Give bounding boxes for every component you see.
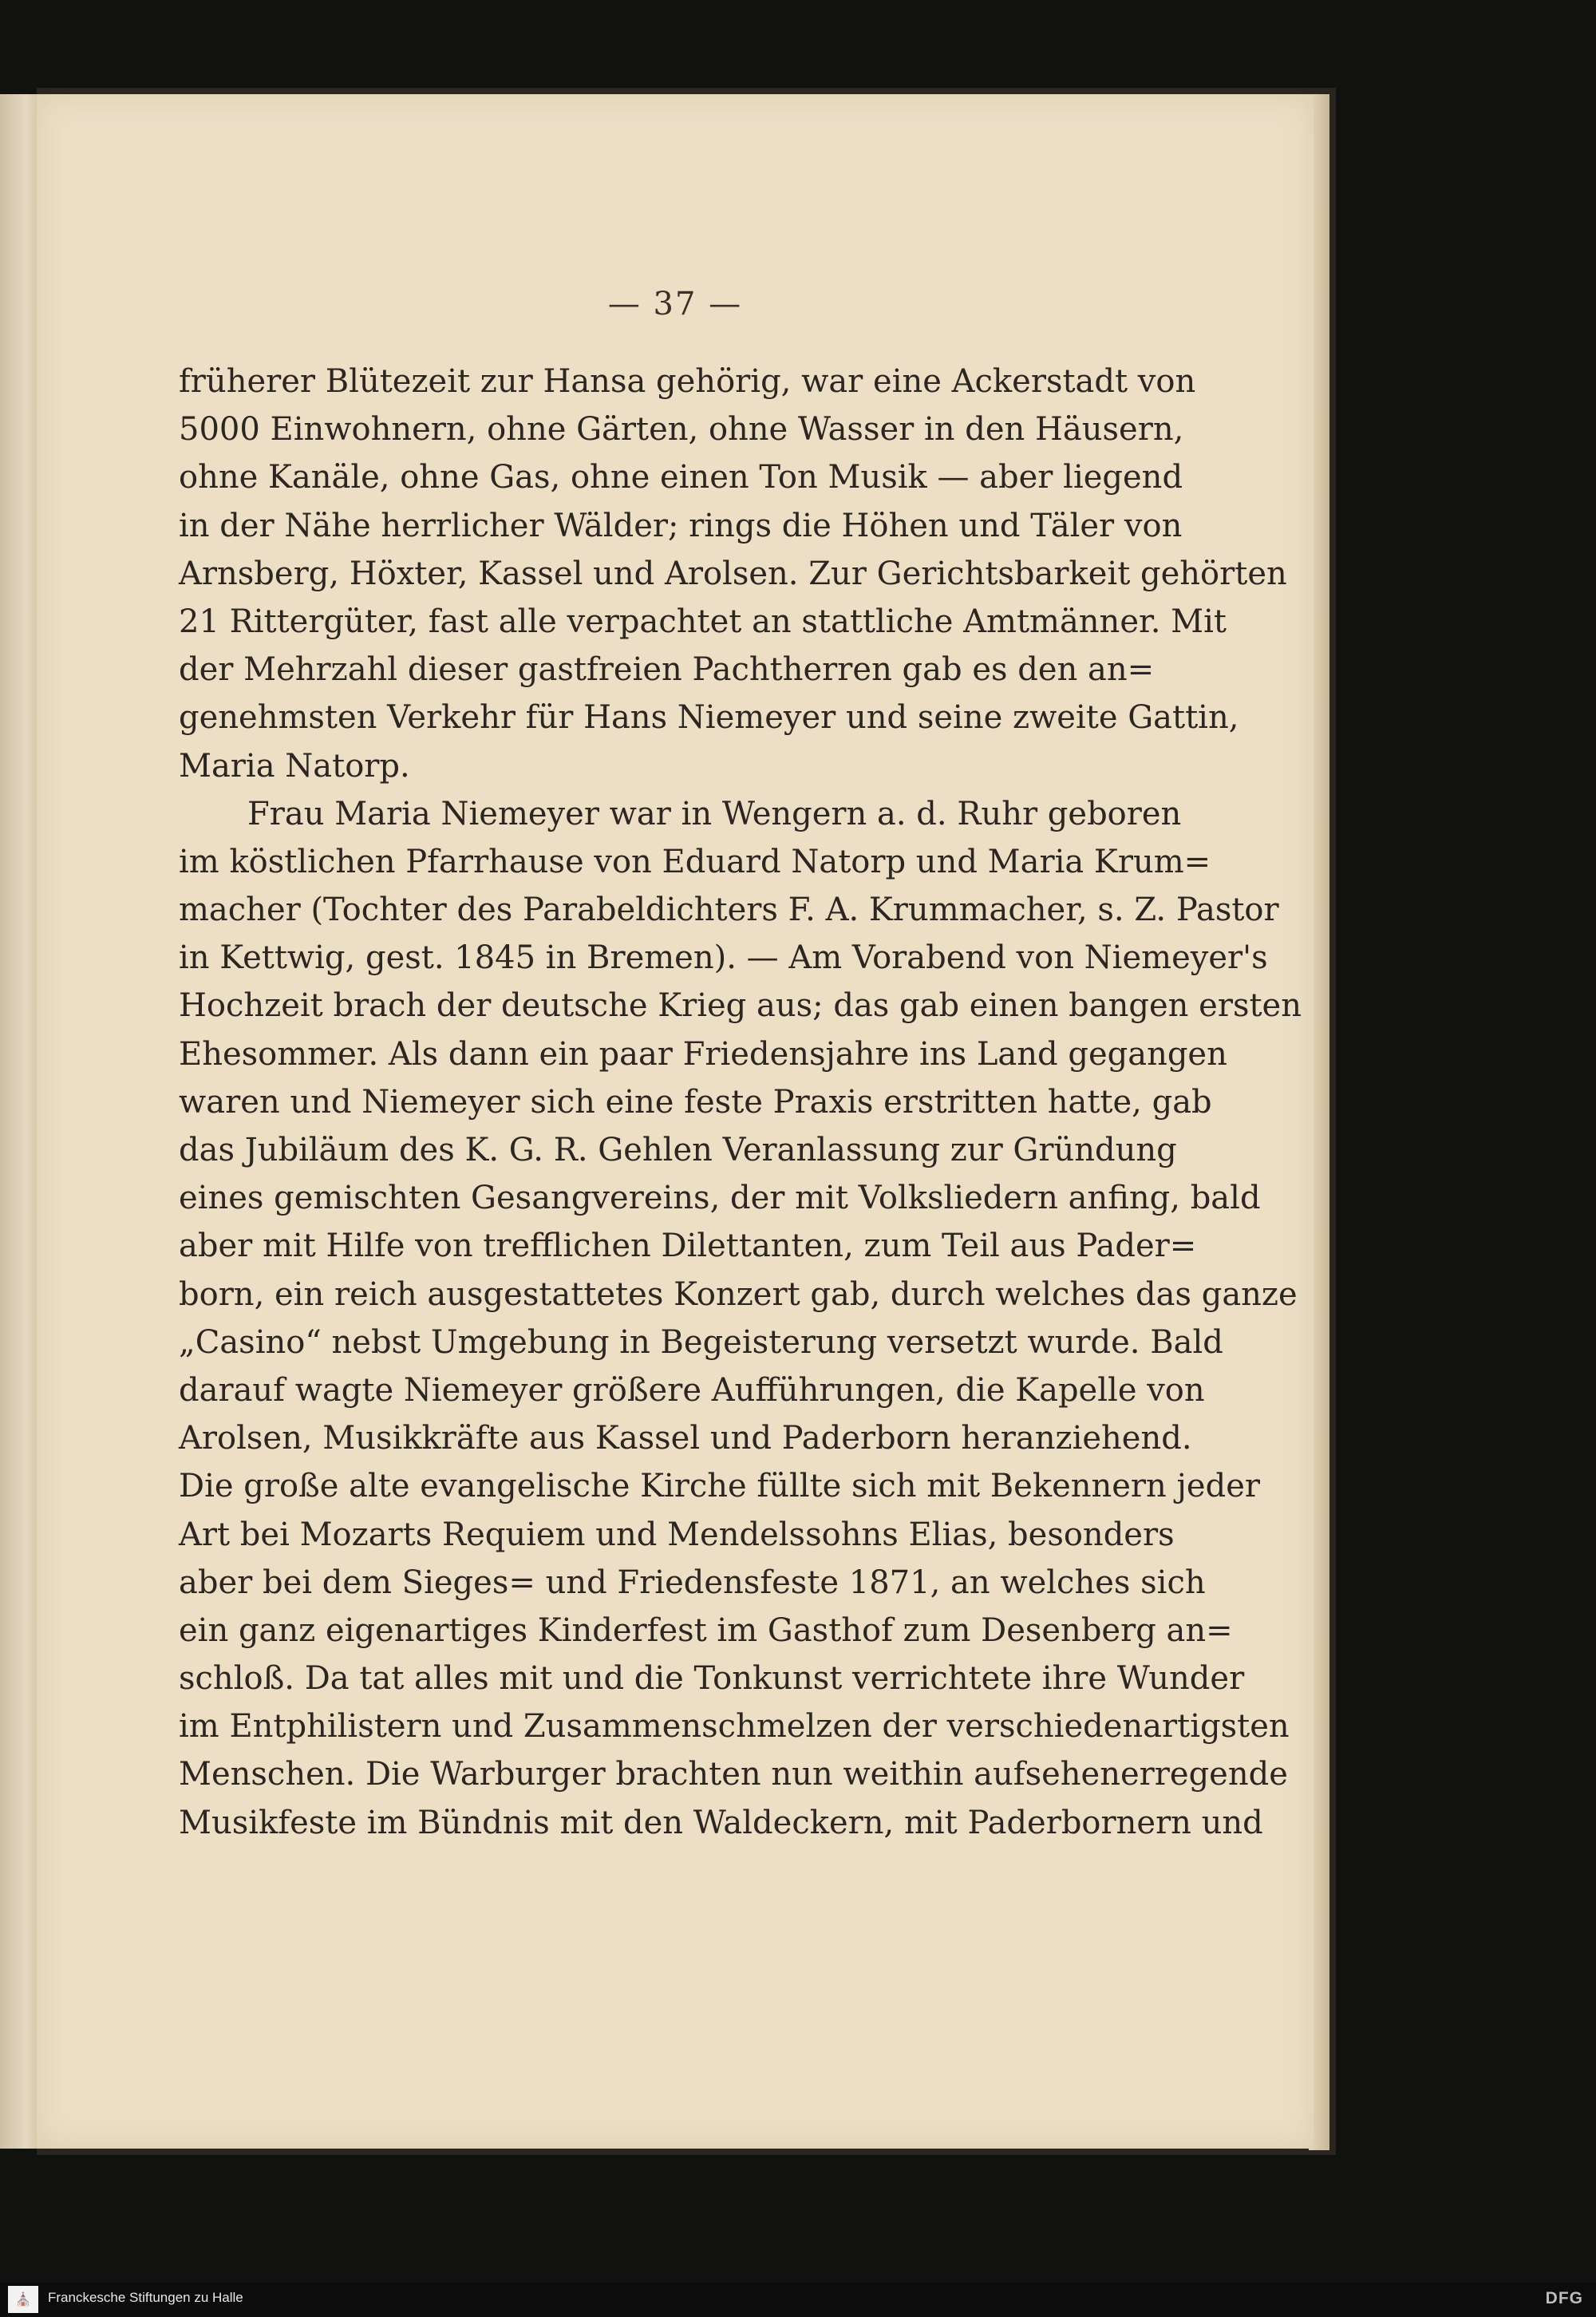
text-line: eines gemischten Gesangvereins, der mit Volksliedern anfing, bald <box>179 1180 1261 1217</box>
institution-logo-icon: ⛪ <box>8 2286 38 2313</box>
text-line: im Entphilistern und Zusammenschmelzen der verschiedenartigsten <box>179 1708 1290 1746</box>
text-line: aber mit Hilfe von trefflichen Dilettanten, zum Teil aus Pader= <box>179 1228 1197 1265</box>
text-line: born, ein reich ausgestattetes Konzert gab, durch welches das ganze <box>179 1275 1298 1313</box>
text-line: macher (Tochter des Parabeldichters F. A. Krummacher, s. Z. Pastor <box>179 892 1279 929</box>
page-number: — 37 — <box>607 286 743 322</box>
book-page <box>37 94 1314 2149</box>
text-line: in Kettwig, gest. 1845 in Bremen). — Am Vorabend von Niemeyer's <box>179 939 1268 977</box>
viewer-footer <box>0 2283 1596 2317</box>
text-line: das Jubiläum des K. G. R. Gehlen Veranlassung zur Gründung <box>179 1132 1177 1168</box>
text-line: ein ganz eigenartiges Kinderfest im Gasthof zum Desenberg an= <box>179 1611 1233 1649</box>
text-line: Maria Natorp. <box>179 747 410 785</box>
text-line: der Mehrzahl dieser gastfreien Pachtherren gab es den an= <box>179 651 1155 689</box>
paragraph-start-line: Frau Maria Niemeyer war in Wengern a. d. Ruhr geboren <box>247 795 1182 832</box>
text-line: aber bei dem Sieges= und Friedensfeste 1871, an welches sich <box>179 1564 1206 1601</box>
text-line: in der Nähe herrlicher Wälder; rings die Höhen und Täler von <box>179 507 1183 544</box>
text-line: Arolsen, Musikkräfte aus Kassel und Paderborn heranziehend. <box>179 1420 1192 1457</box>
text-line: früherer Blütezeit zur Hansa gehörig, war eine Ackerstadt von <box>179 363 1196 400</box>
text-line: schloß. Da tat alles mit und die Tonkunst verrichtete ihre Wunder <box>179 1660 1245 1698</box>
text-line: Die große alte evangelische Kirche füllte sich mit Bekennern jeder <box>179 1468 1260 1505</box>
text-line: darauf wagte Niemeyer größere Aufführungen, die Kapelle von <box>179 1371 1205 1409</box>
institution-name: Franckesche Stiftungen zu Halle <box>48 2290 243 2305</box>
text-line: 21 Rittergüter, fast alle verpachtet an stattliche Amtmänner. Mit <box>179 603 1227 640</box>
text-line: Musikfeste im Bündnis mit den Waldeckern, mit Paderbornern und <box>179 1804 1263 1841</box>
text-line: Arnsberg, Höxter, Kassel und Arolsen. Zur Gerichtsbarkeit gehörten <box>179 555 1287 592</box>
text-line: „Casino“ nebst Umgebung in Begeisterung versetzt wurde. Bald <box>179 1323 1223 1361</box>
text-line: ohne Kanäle, ohne Gas, ohne einen Ton Musik — aber liegend <box>179 459 1183 496</box>
body-text <box>179 358 1302 1847</box>
text-line: Menschen. Die Warburger brachten nun weithin aufsehenerregende <box>179 1756 1288 1793</box>
dfg-logo: DFG <box>1545 2289 1583 2307</box>
text-line: Ehesommer. Als dann ein paar Friedensjahre ins Land gegangen <box>179 1035 1227 1073</box>
text-line: waren und Niemeyer sich eine feste Praxis erstritten hatte, gab <box>179 1083 1212 1121</box>
text-line: Hochzeit brach der deutsche Krieg aus; das gab einen bangen ersten <box>179 987 1302 1025</box>
text-line: Art bei Mozarts Requiem und Mendelssohns Elias, besonders <box>179 1516 1175 1553</box>
text-line: genehmsten Verkehr für Hans Niemeyer und seine zweite Gattin, <box>179 699 1239 737</box>
text-line: im köstlichen Pfarrhause von Eduard Natorp und Maria Krum= <box>179 843 1211 880</box>
text-line: 5000 Einwohnern, ohne Gärten, ohne Wasser in den Häusern, <box>179 411 1184 449</box>
facing-page-edge <box>0 94 37 2149</box>
